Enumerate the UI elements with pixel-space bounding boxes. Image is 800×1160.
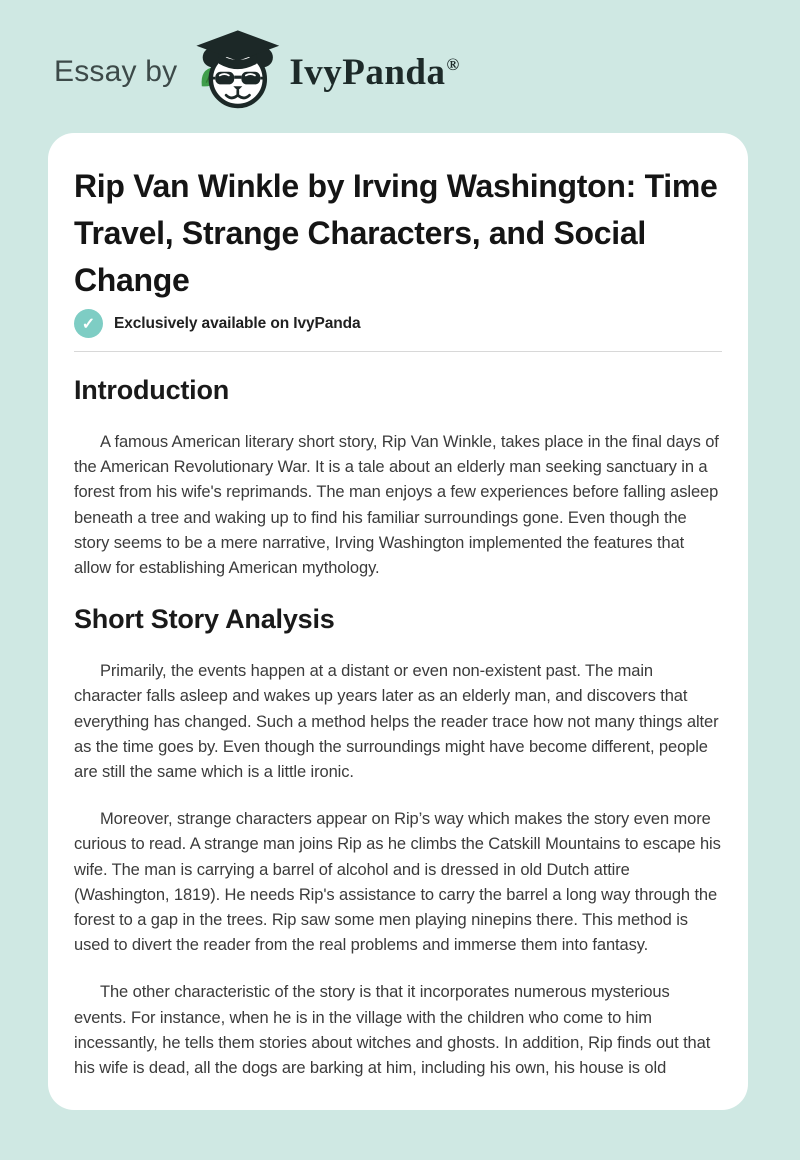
check-icon: ✓: [74, 309, 103, 338]
brand-name: IvyPanda: [289, 51, 446, 93]
registered-mark: ®: [446, 54, 460, 74]
paragraph-introduction: A famous American literary short story, Rip Van Winkle, takes place in the final days of the American Revolutionary War. It is a tale about an elderly man seeking sanctuary in a forest from his wife's reprimands. The man enjoys a few experiences before falling asleep beneath a tree and waking up to find his familiar surroundings gone. Even though the story seems to be a mere narrative, Irving Washington implemented the features that allow for establishing American mythology.: [74, 433, 719, 578]
paragraph-analysis-1: Primarily, the events happen at a distant or even non-existent past. The main character falls asleep and wakes up years later as an elderly man, and discovers that everything has changed. Such a method helps the reader trace how not many things alter as the time goes by. Even though the surroundings might have become different, people are still the same which is a little ironic.: [74, 662, 719, 782]
section-heading-introduction: Introduction: [74, 375, 230, 405]
essay-by-label: Essay by: [54, 55, 178, 88]
availability-badge: [74, 309, 722, 338]
section-heading-analysis: Short Story Analysis: [74, 604, 335, 635]
header: [0, 0, 800, 118]
ivypanda-logo: [191, 26, 281, 114]
availability-label: Exclusively available on IvyPanda: [114, 314, 361, 332]
brand-wordmark: [289, 51, 459, 94]
paragraph-analysis-3: The other characteristic of the story is that it incorporates numerous mysterious events. For instance, when he is in the village with the children who come to him incessantly, he tells them stories about witches and ghosts. In addition, Rip finds out that his wife is dead, all the dogs are barking at him, including his own, his house is old: [74, 983, 711, 1078]
essay-card: [48, 133, 748, 1110]
essay-title: Rip Van Winkle by Irving Washington: Time Travel, Strange Characters, and Social Change: [74, 168, 718, 298]
paragraph-analysis-2: Moreover, strange characters appear on Rip’s way which makes the story even more curious to read. A strange man joins Rip as he climbs the Catskill Mountains to escape his wife. The man is carrying a barrel of alcohol and is dressed in old Dutch attire (Washington, 1819). He needs Rip's assistance to carry the barrel a long way through the forest to a gap in the trees. Rip saw some men playing ninepins there. This method is used to divert the reader from the real problems and immerse them into fantasy.: [74, 810, 721, 955]
panda-icon: [191, 26, 281, 114]
divider: [74, 351, 722, 352]
